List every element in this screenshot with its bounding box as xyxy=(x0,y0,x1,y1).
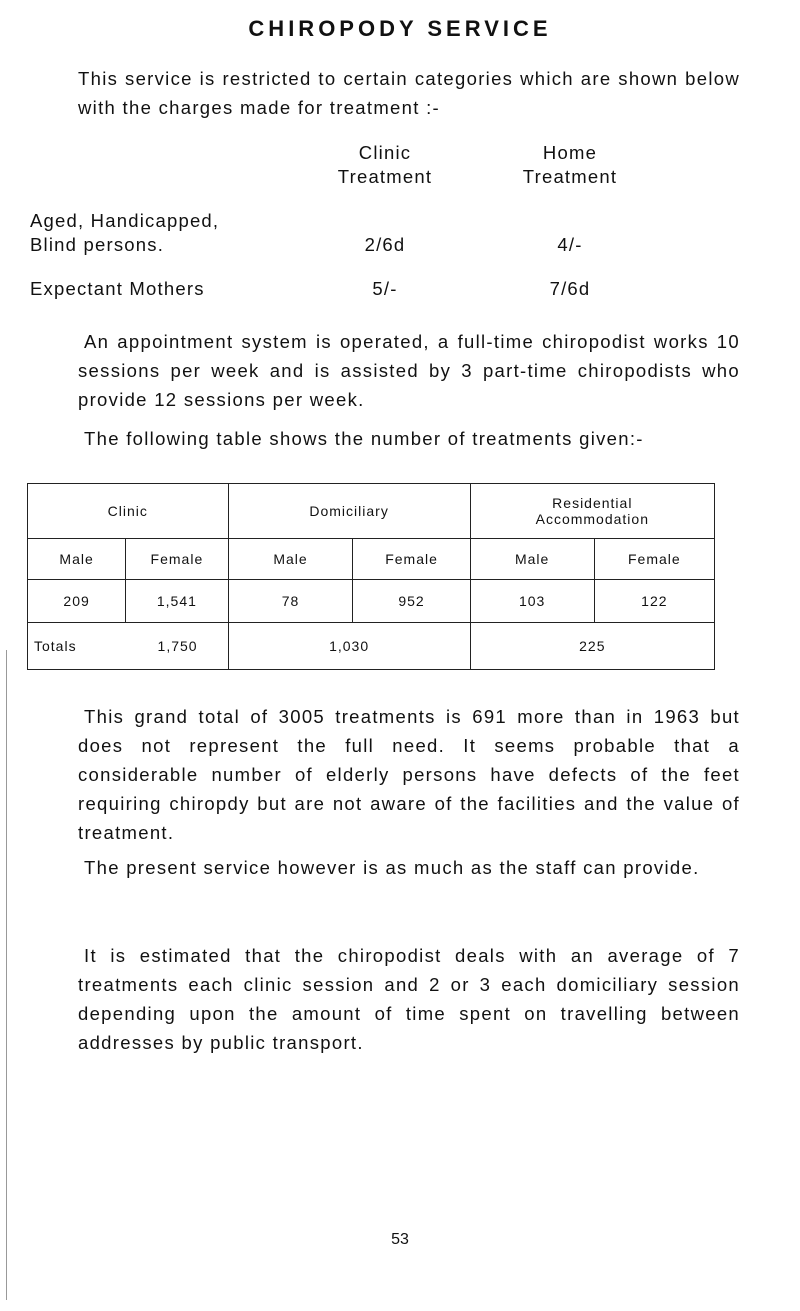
home-header-line2: Treatment xyxy=(522,166,618,187)
value-residential-male: 103 xyxy=(470,580,594,623)
totals-clinic: 1,750 xyxy=(157,638,198,654)
present-service-paragraph: The present service however is as much as the staff can provide. xyxy=(84,857,700,878)
estimate-paragraph: It is estimated that the chiropodist deals with an average of 7 treatments each clinic session and 2 or 3 each domiciliary session depending upon the amount of time spent on travelling between addresses by public transport. xyxy=(78,945,740,1053)
aged-label-line1: Aged, Handicapped, xyxy=(30,210,220,231)
page-title: CHIROPODY SERVICE xyxy=(248,16,552,41)
clinic-treatment-header xyxy=(305,141,465,189)
value-domiciliary-male: 78 xyxy=(228,580,353,623)
totals-domiciliary: 1,030 xyxy=(228,623,470,670)
clinic-header-line1: Clinic xyxy=(358,142,412,163)
charge-expectant-clinic: 5/- xyxy=(372,278,398,299)
charge-expectant-home: 7/6d xyxy=(549,278,591,299)
appointment-paragraph: An appointment system is operated, a full-time chiropodist works 10 sessions per week and is assisted by 3 part-time chiropodists who provide 12 sessions per week. xyxy=(78,331,740,410)
totals-residential: 225 xyxy=(470,623,714,670)
value-domiciliary-female: 952 xyxy=(353,580,470,623)
scan-edge-line xyxy=(6,650,7,1300)
page-number: 53 xyxy=(391,1231,409,1248)
table-totals-row xyxy=(28,623,715,670)
aged-label-line2: Blind persons. xyxy=(30,234,165,255)
home-treatment-header xyxy=(490,141,650,189)
table-intro-paragraph: The following table shows the number of treatments given:- xyxy=(84,428,644,449)
value-residential-female: 122 xyxy=(594,580,714,623)
totals-clinic-cell xyxy=(28,623,229,670)
charge-aged-clinic: 2/6d xyxy=(364,234,406,255)
home-header-line1: Home xyxy=(542,142,598,163)
value-clinic-female: 1,541 xyxy=(126,580,228,623)
header-domiciliary: Domiciliary xyxy=(228,484,470,539)
table-header-row xyxy=(28,484,715,539)
header-residential-line1: Residential xyxy=(552,495,633,511)
header-residential xyxy=(470,484,714,539)
subheader-domiciliary-female: Female xyxy=(353,539,470,580)
intro-paragraph: This service is restricted to certain categories which are shown below with the charges made for treatment :- xyxy=(78,68,740,118)
charge-aged-home: 4/- xyxy=(557,234,583,255)
clinic-header-line2: Treatment xyxy=(337,166,433,187)
subheader-residential-female: Female xyxy=(594,539,714,580)
charge-row-aged-label xyxy=(30,209,219,257)
totals-label: Totals xyxy=(34,638,77,654)
table-subheader-row xyxy=(28,539,715,580)
charges-section xyxy=(0,0,800,330)
charge-row-expectant-label: Expectant Mothers xyxy=(30,278,205,299)
grand-total-paragraph: This grand total of 3005 treatments is 691 more than in 1963 but does not represent the full need. It seems probable that a considerable number of elderly persons have defects of the feet requiring chiropdy but are not aware of the facilities and the value of treatment. xyxy=(78,706,740,843)
treatments-table xyxy=(27,483,715,670)
subheader-clinic-female: Female xyxy=(126,539,228,580)
subheader-clinic-male: Male xyxy=(28,539,126,580)
subheader-residential-male: Male xyxy=(470,539,594,580)
subheader-domiciliary-male: Male xyxy=(228,539,353,580)
table-values-row xyxy=(28,580,715,623)
header-residential-line2: Accommodation xyxy=(535,511,649,527)
value-clinic-male: 209 xyxy=(28,580,126,623)
header-clinic: Clinic xyxy=(28,484,229,539)
